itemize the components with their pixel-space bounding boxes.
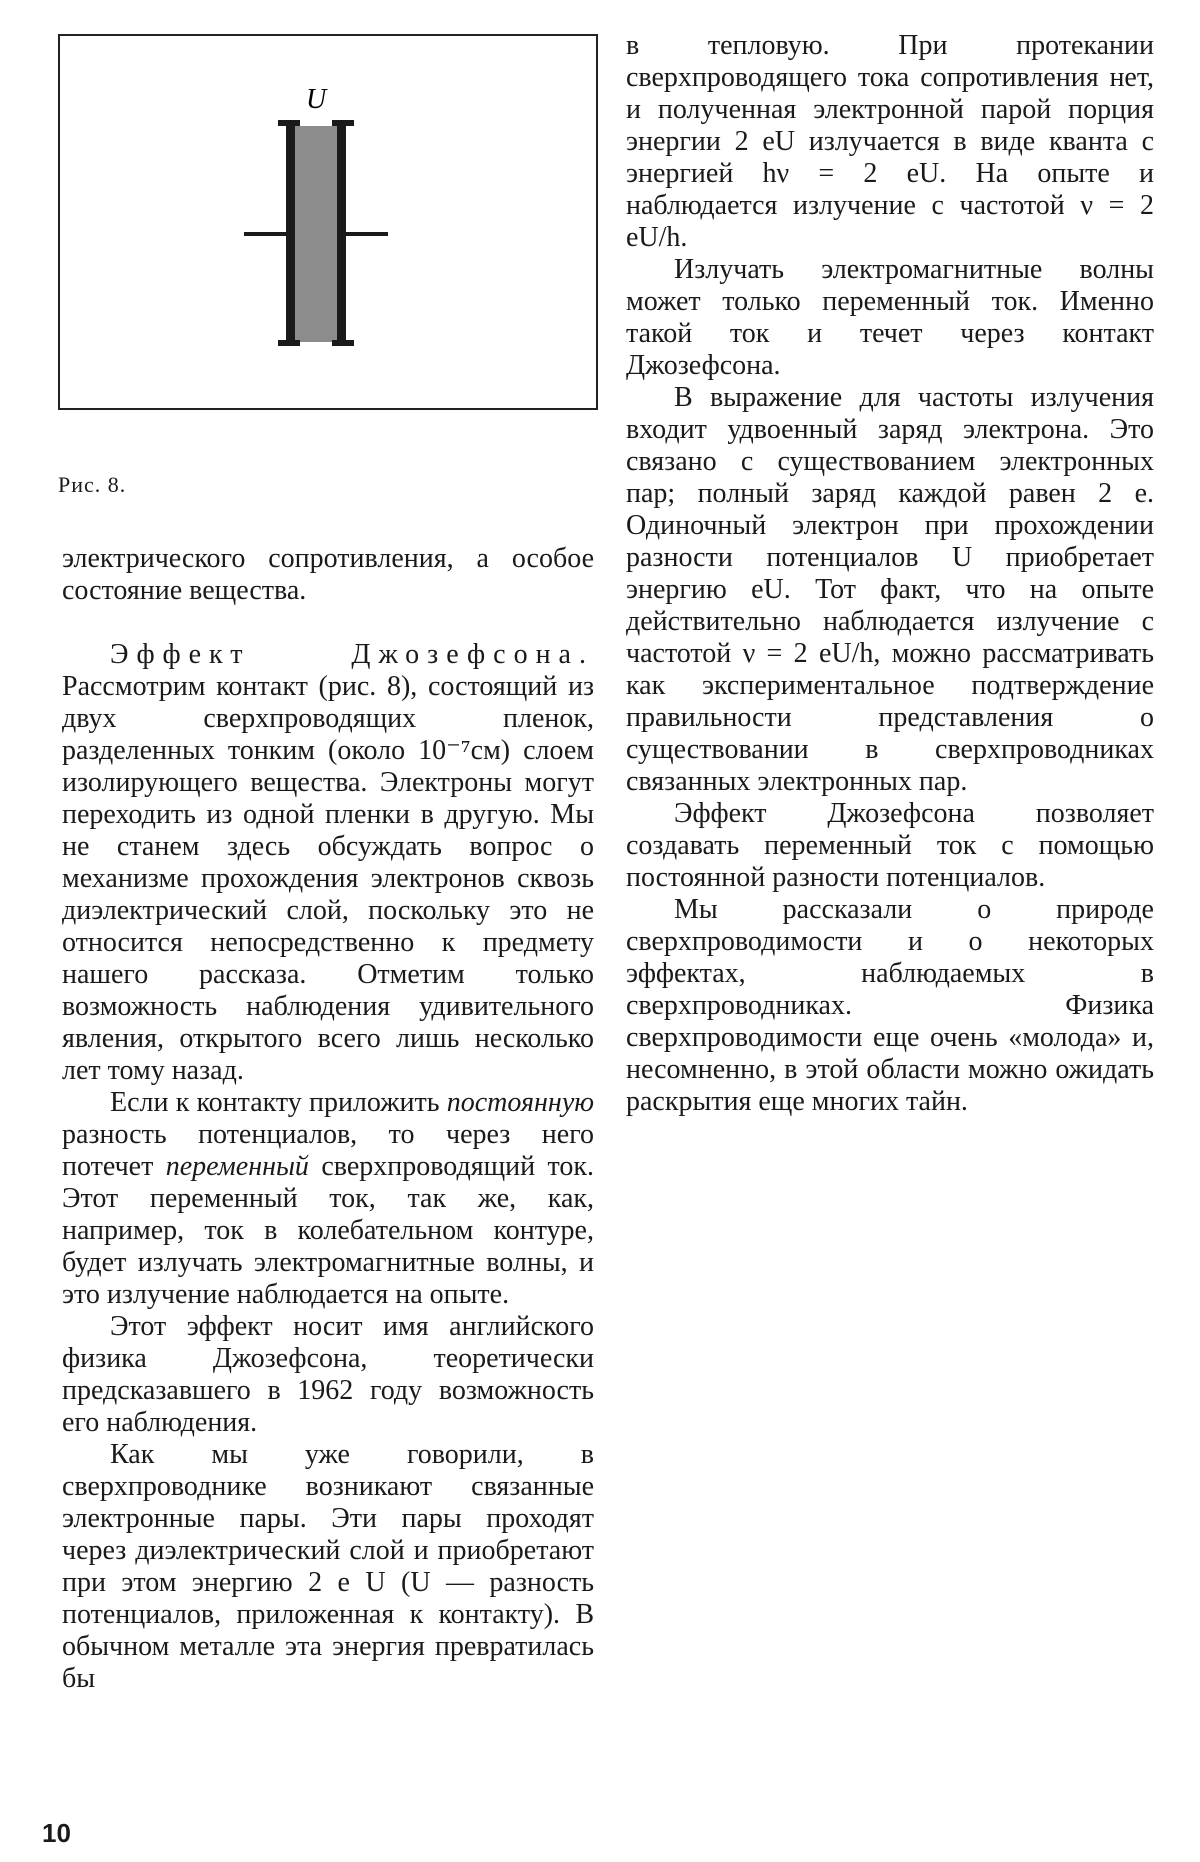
figure-caption: Рис. 8. bbox=[58, 472, 127, 497]
right-film-cap-top bbox=[332, 120, 354, 126]
paragraph: Мы рассказали о природе сверхпроводимости и о некоторых эффектах, наблюдаемых в сверхпроводниках. Физика сверхпроводимости еще очень «молода» и, несомненно, в этой области можно ожидать раскрытия еще многих тайн. bbox=[626, 894, 1154, 1117]
emphasis-text: постоянную bbox=[446, 1087, 594, 1118]
paragraph-josephson-intro bbox=[62, 639, 594, 1087]
text-run: разность потенциалов, то через него потечет bbox=[62, 1119, 594, 1182]
paragraph: в тепловую. При протекании сверхпроводящего тока сопротивления нет, и полученная электронной парой порция энергии 2 eU излучается в виде кванта с энергией hν = 2 eU. На опыте и наблюдается излучение с частотой ν = 2 eU/h. bbox=[626, 30, 1154, 253]
left-lead bbox=[244, 232, 288, 236]
voltage-label-u: U bbox=[306, 84, 327, 115]
section-heading: Эффект Джозефсона. bbox=[110, 639, 594, 670]
paragraph bbox=[62, 1087, 594, 1311]
paragraph: электрического сопротивления, а особое состояние вещества. bbox=[62, 543, 594, 606]
paragraph: В выражение для частоты излучения входит удвоенный заряд электрона. Это связано с существованием электронных пар; полный заряд каждой равен 2 e. Одиночный электрон при прохождении разности потенциалов U приобретает энергию eU. Тот факт, что на опыте действительно наблюдается излучение с частотой ν = 2 eU/h, можно рассматривать как экспериментальное подтверждение правильности представления о существовании в сверхпроводниках связанных электронных пар. bbox=[626, 382, 1154, 797]
emphasis-text: переменный bbox=[165, 1151, 309, 1182]
paragraph-text: Рассмотрим контакт (рис. 8), состоящий из двух сверхпроводящих пленок, разделенных тонким (около 10⁻⁷см) слоем изолирующего вещества. Электроны могут переходить из одной пленки в другую. Мы не станем здесь обсуждать вопрос о механизме прохождения электронов сквозь диэлектрический слой, поскольку это не относится непосредственно к предмету нашего рассказа. Отметим только возможность наблюдения удивительного явления, открытого всего лишь несколько лет тому назад. bbox=[62, 671, 594, 1086]
left-film-cap-top bbox=[278, 120, 300, 126]
josephson-contact-diagram bbox=[60, 36, 596, 408]
right-film-cap-bottom bbox=[332, 340, 354, 346]
paragraph: Эффект Джозефсона позволяет создавать переменный ток с помощью постоянной разности потенциалов. bbox=[626, 798, 1154, 893]
left-column bbox=[62, 543, 594, 1695]
insulator-layer bbox=[292, 126, 340, 342]
paragraph: Этот эффект носит имя английского физика Джозефсона, теоретически предсказавшего в 1962 году возможность его наблюдения. bbox=[62, 1311, 594, 1438]
left-film-cap-bottom bbox=[278, 340, 300, 346]
page-number: 10 bbox=[42, 1818, 71, 1848]
right-lead bbox=[344, 232, 388, 236]
figure-frame bbox=[58, 34, 598, 410]
right-column bbox=[626, 30, 1154, 1118]
paragraph: Как мы уже говорили, в сверхпроводнике возникают связанные электронные пары. Эти пары проходят через диэлектрический слой и приобретают при этом энергию 2 e U (U — разность потенциалов, приложенная к контакту). В обычном металле эта энергия превратилась бы bbox=[62, 1439, 594, 1694]
text-run: сверхпроводящий ток. Этот переменный ток, так же, как, например, ток в колебательном контуре, будет излучать электромагнитные волны, и это излучение наблюдается на опыте. bbox=[62, 1151, 594, 1310]
text-run: Если к контакту приложить bbox=[110, 1087, 447, 1118]
paragraph: Излучать электромагнитные волны может только переменный ток. Именно такой ток и течет через контакт Джозефсона. bbox=[626, 254, 1154, 381]
